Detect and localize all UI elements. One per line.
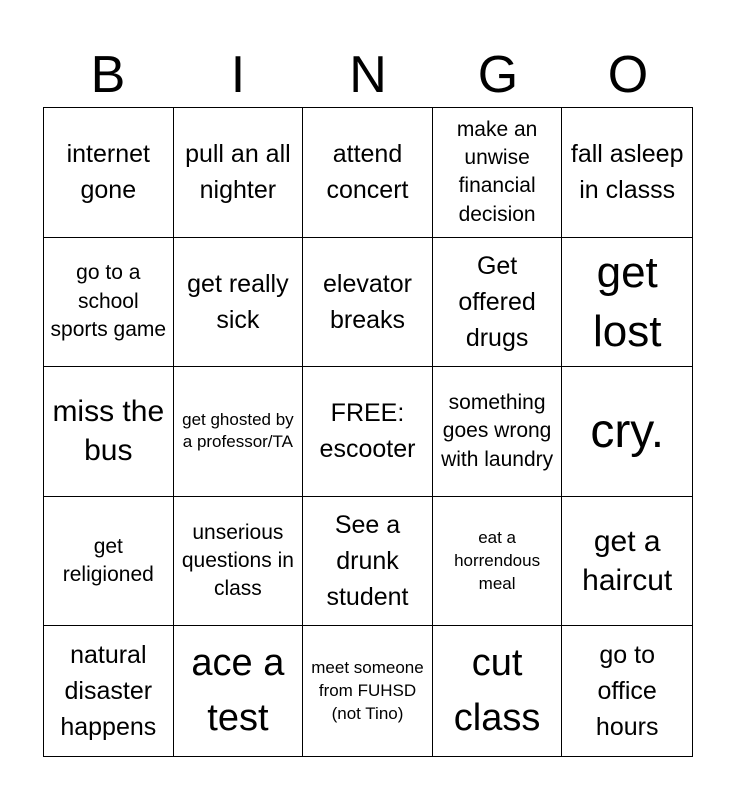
cell-text: go to a school sports game — [50, 261, 167, 342]
bingo-cell[interactable] — [562, 108, 692, 238]
cell-text: FREE: escooter — [319, 399, 416, 464]
cell-text: something goes wrong with laundry — [441, 390, 554, 471]
cell-text: miss the bus — [52, 395, 165, 468]
bingo-cell[interactable] — [174, 238, 304, 368]
bingo-cell[interactable] — [303, 367, 433, 497]
bingo-header — [43, 44, 693, 106]
bingo-cell[interactable] — [174, 626, 304, 756]
bingo-cell[interactable] — [44, 238, 174, 368]
cell-text: get a haircut — [582, 525, 673, 598]
cell-text: get really sick — [187, 269, 289, 334]
bingo-cell[interactable] — [433, 108, 563, 238]
bingo-cell[interactable] — [562, 367, 692, 497]
cell-text: elevator breaks — [323, 269, 412, 334]
bingo-cell[interactable] — [44, 108, 174, 238]
cell-text: get religioned — [62, 534, 154, 587]
bingo-cell[interactable] — [433, 238, 563, 368]
header-letter-i: I — [230, 46, 246, 104]
cell-text: eat a horrendous meal — [454, 527, 541, 593]
header-letter-g: G — [477, 46, 519, 104]
bingo-cell[interactable] — [303, 497, 433, 627]
header-letter-n: N — [349, 46, 387, 104]
cell-text: See a drunk student — [326, 510, 409, 612]
bingo-cell[interactable] — [44, 626, 174, 756]
bingo-cell[interactable] — [303, 626, 433, 756]
cell-text: meet someone from FUHSD (not Tino) — [311, 657, 424, 723]
bingo-cell[interactable] — [433, 367, 563, 497]
bingo-cell[interactable] — [174, 108, 304, 238]
bingo-cell[interactable] — [433, 497, 563, 627]
cell-text: ace a test — [191, 642, 285, 740]
header-letter-o: O — [607, 46, 649, 104]
cell-text: attend concert — [326, 140, 409, 205]
bingo-cell[interactable] — [433, 626, 563, 756]
cell-text: Get offered drugs — [458, 251, 536, 353]
cell-text: cut class — [453, 642, 541, 740]
header-letter-b: B — [90, 46, 126, 104]
cell-text: natural disaster happens — [60, 640, 157, 742]
cell-text: go to office hours — [595, 640, 659, 742]
cell-text: internet gone — [66, 140, 150, 205]
bingo-cell[interactable] — [44, 497, 174, 627]
bingo-board — [43, 107, 693, 757]
bingo-cell[interactable] — [303, 238, 433, 368]
bingo-cell[interactable] — [303, 108, 433, 238]
bingo-cell[interactable] — [174, 497, 304, 627]
cell-text: get ghosted by a professor/TA — [182, 409, 294, 452]
cell-text: cry. — [590, 404, 665, 458]
bingo-cell[interactable] — [562, 238, 692, 368]
cell-text: unserious questions in class — [181, 520, 294, 601]
cell-text: fall asleep in classs — [570, 140, 684, 205]
cell-text: make an unwise financial decision — [456, 117, 538, 226]
bingo-cell[interactable] — [562, 626, 692, 756]
bingo-cell[interactable] — [44, 367, 174, 497]
bingo-cell[interactable] — [174, 367, 304, 497]
cell-text: pull an all nighter — [185, 140, 291, 205]
cell-text: get lost — [592, 247, 662, 356]
bingo-cell[interactable] — [562, 497, 692, 627]
